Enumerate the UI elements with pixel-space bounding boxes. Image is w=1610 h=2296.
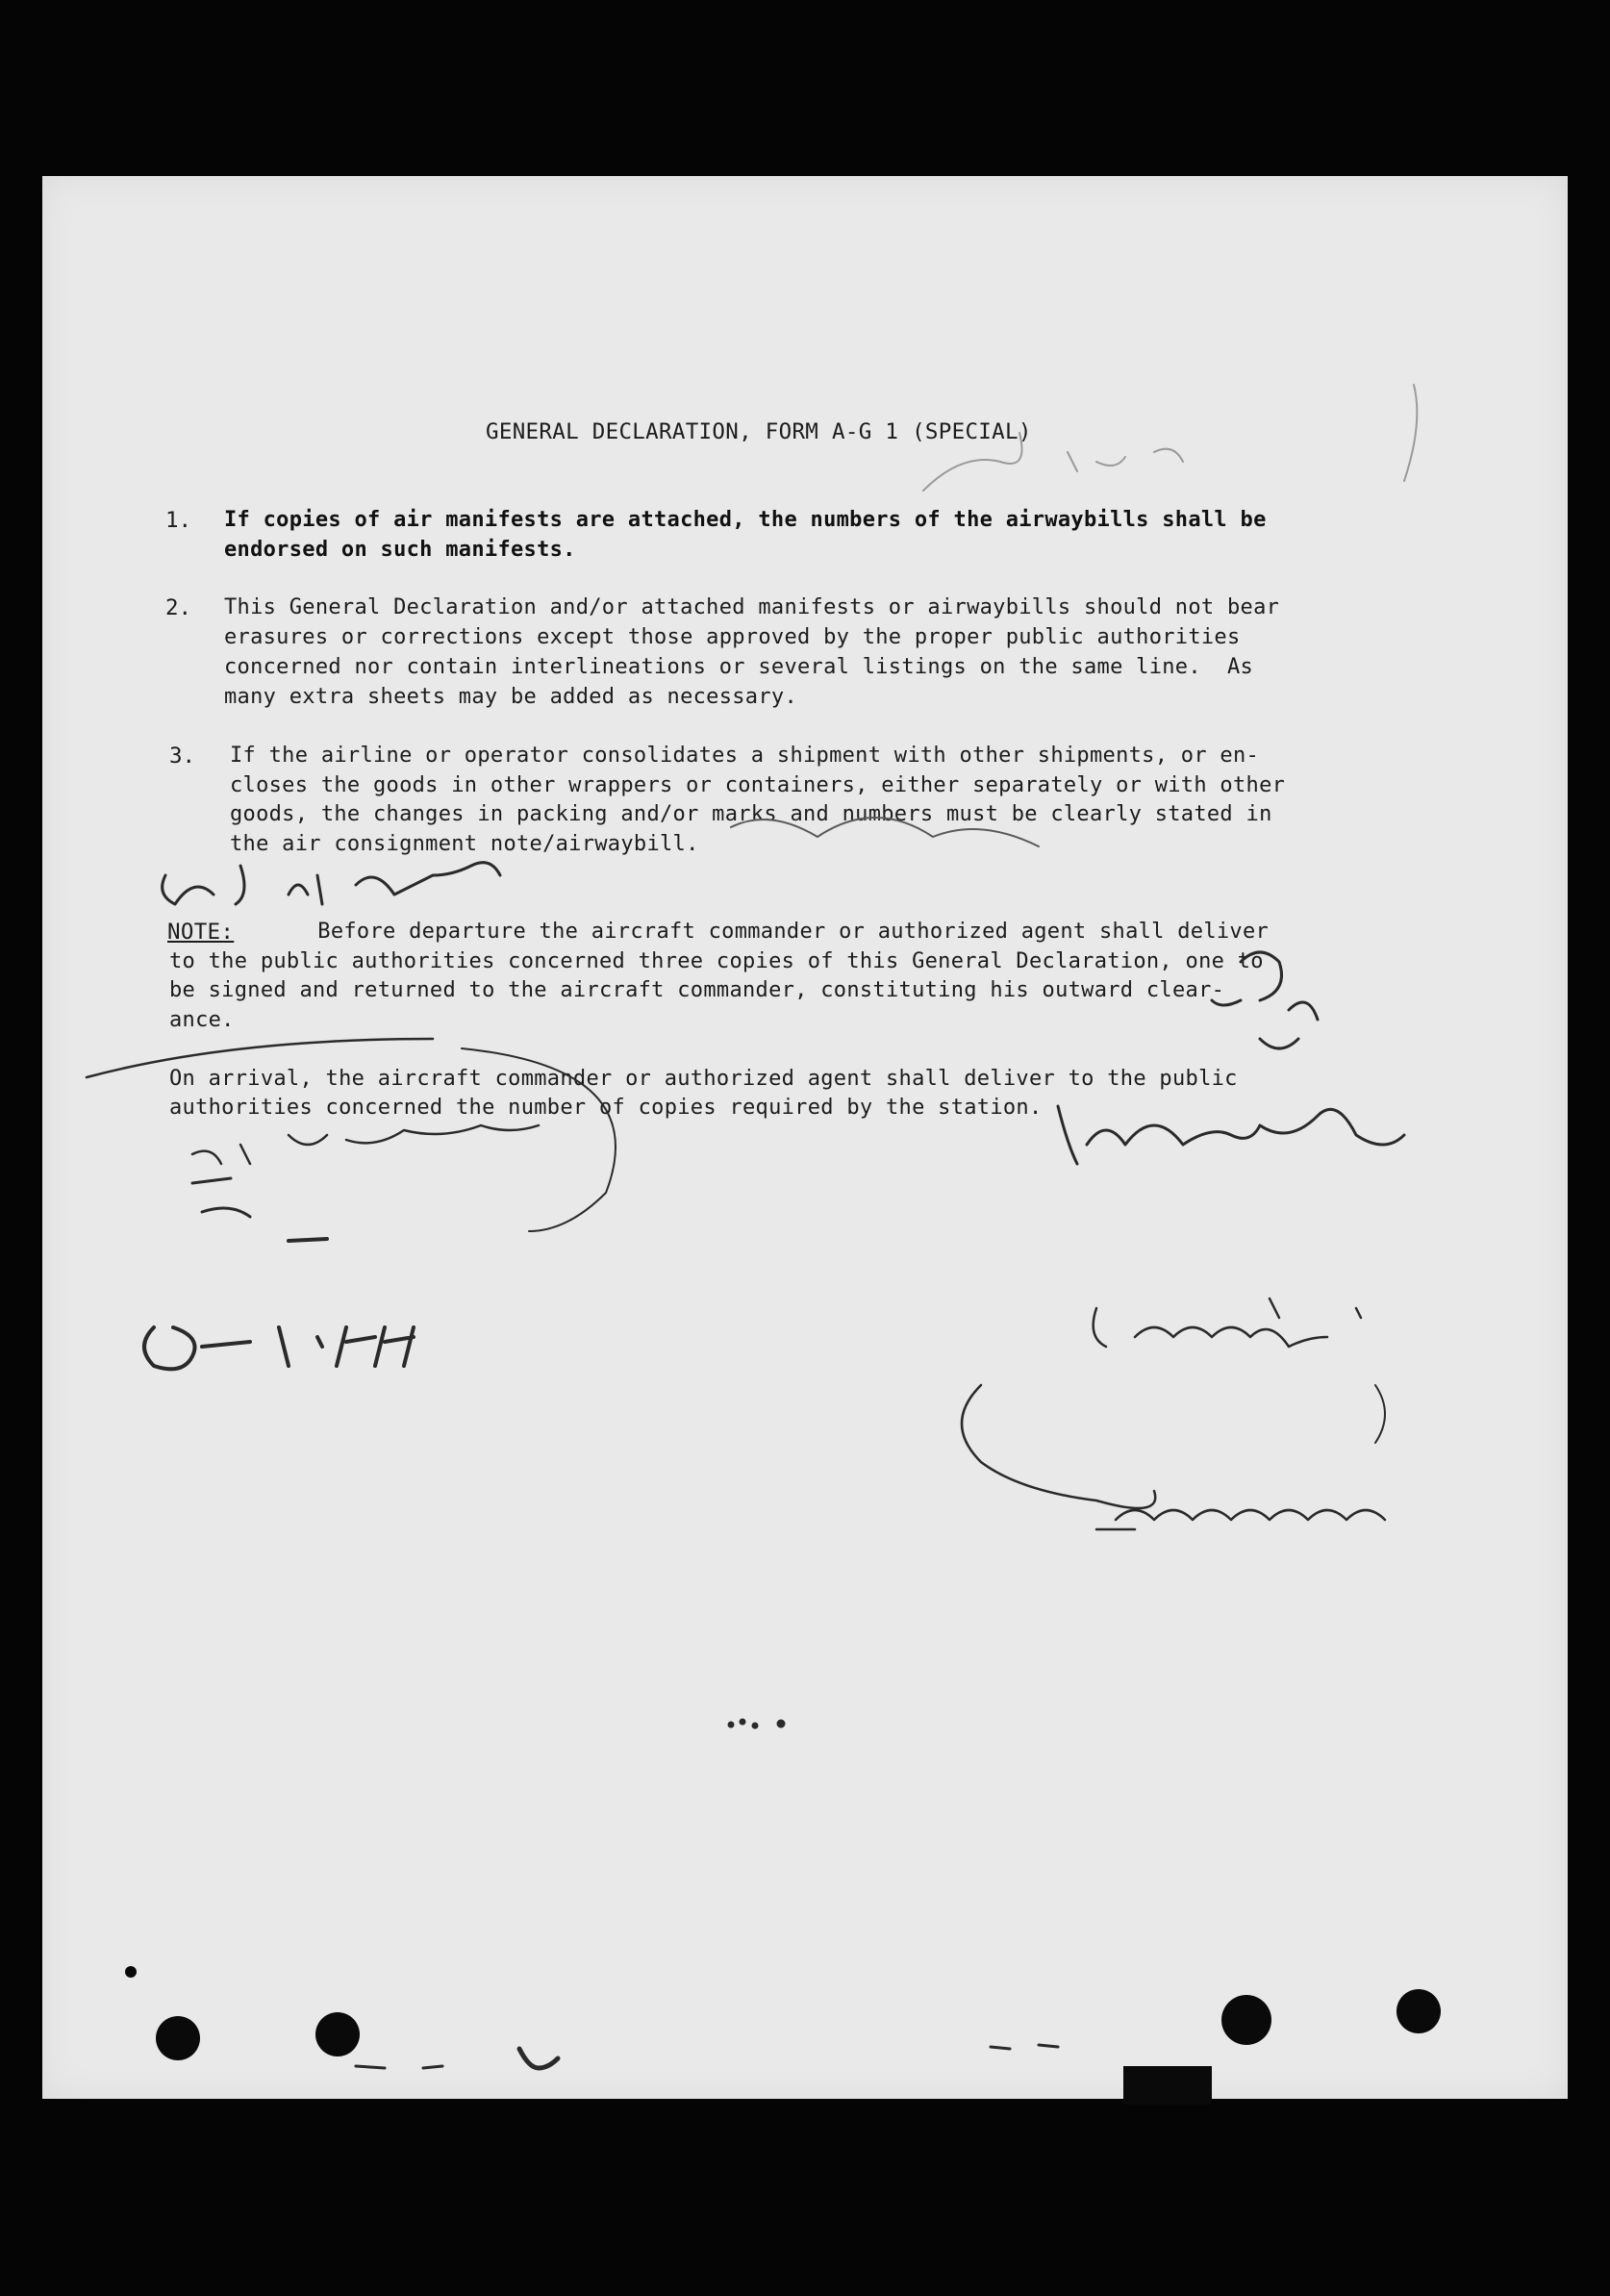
- item-3-line-2: closes the goods in other wrappers or containers, either separately or with other: [230, 773, 1286, 797]
- item-3-number: 3.: [169, 744, 196, 769]
- note-line-1: Before departure the aircraft commander or authorized agent shall deliver: [239, 920, 1270, 944]
- note-line-3: be signed and returned to the aircraft commander, constituting his outward clear-: [169, 978, 1225, 1002]
- binding-hole-3: [1221, 1995, 1271, 2045]
- arrival-line-2: authorities concerned the number of copies required by the station.: [169, 1096, 1043, 1120]
- item-2-line-2: erasures or corrections except those approved by the proper public authorities: [224, 625, 1241, 649]
- small-dot: [125, 1966, 137, 1978]
- document-page: [42, 176, 1568, 2099]
- item-1-number: 1.: [165, 508, 192, 533]
- arrival-line-1: On arrival, the aircraft commander or authorized agent shall deliver to the public: [169, 1067, 1238, 1091]
- item-2-number: 2.: [165, 595, 192, 620]
- item-3-line-1: If the airline or operator consolidates a shipment with other shipments, or en-: [230, 744, 1260, 768]
- item-1-line-1: If copies of air manifests are attached, the numbers of the airwaybills shall be: [224, 508, 1267, 532]
- item-2-line-3: concerned nor contain interlineations or several listings on the same line. As: [224, 655, 1254, 679]
- note-label: NOTE:: [167, 920, 235, 945]
- item-1-line-2: endorsed on such manifests.: [224, 538, 576, 562]
- bottom-tab: [1123, 2066, 1212, 2105]
- item-3-line-3: goods, the changes in packing and/or marks and numbers must be clearly stated in: [230, 802, 1272, 826]
- document-title: GENERAL DECLARATION, FORM A-G 1 (SPECIAL): [486, 419, 1032, 444]
- item-3-line-4: the air consignment note/airwaybill.: [230, 832, 699, 856]
- note-line-2: to the public authorities concerned three copies of this General Declaration, one to: [169, 949, 1264, 973]
- item-2-line-4: many extra sheets may be added as necessary.: [224, 685, 797, 709]
- binding-hole-2: [315, 2012, 360, 2056]
- binding-hole-4: [1396, 1989, 1441, 2033]
- item-2-line-1: This General Declaration and/or attached manifests or airwaybills should not bear: [224, 595, 1280, 619]
- note-line-4: ance.: [169, 1008, 235, 1032]
- binding-hole-1: [156, 2016, 200, 2060]
